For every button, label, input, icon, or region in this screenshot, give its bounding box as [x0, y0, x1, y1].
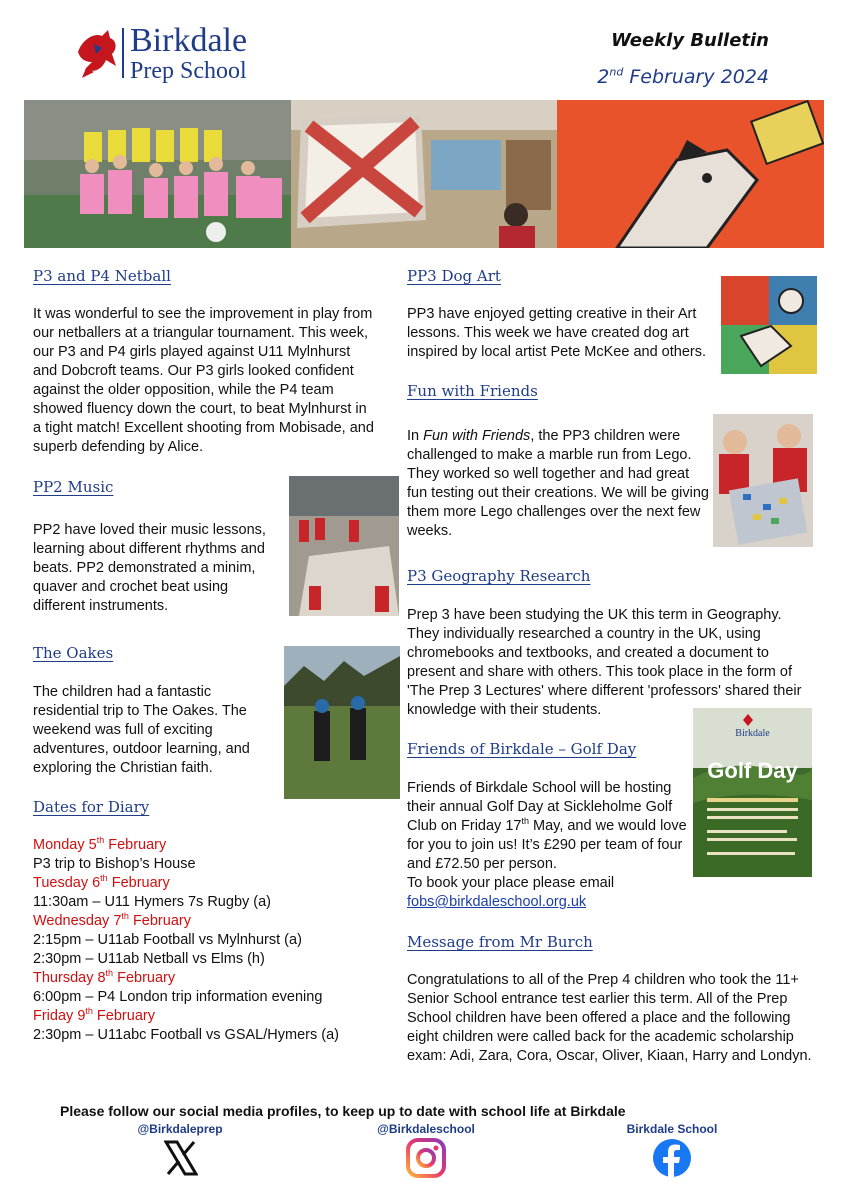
school-name: Birkdale	[130, 22, 248, 59]
oakes-heading: The Oakes	[33, 644, 114, 662]
lego-marble-run-photo	[713, 414, 813, 547]
diary-event: 2:30pm – U11ab Netball vs Elms (h)	[33, 951, 265, 967]
diary-day: Friday 9th February	[33, 1006, 155, 1024]
geography-heading: P3 Geography Research	[407, 567, 591, 585]
music-body: PP2 have loved their music lessons, learning about different rhythms and beats. PP2 demonstrated a minim, quaver and crochet beat using different instruments.	[33, 522, 266, 614]
burch-body: Congratulations to all of the Prep 4 children who took the 11+ Senior School entrance test earlier this term. All of the Prep School children have been offered a place and the following eight children were called back for the academic scholarship exam: Adi, Zara, Cora, Oscar, Oliver, Kiaan, Harry and Londyn.	[407, 972, 812, 1064]
dragon-crest-icon	[72, 22, 122, 82]
bulletin-title: Weekly Bulletin	[611, 30, 769, 51]
instagram-handle[interactable]: @Birkdaleschool	[377, 1122, 475, 1136]
diary-event: 2:15pm – U11ab Football vs Mylnhurst (a)	[33, 932, 302, 948]
music-class-photo	[289, 476, 399, 616]
netball-team-photo	[24, 100, 291, 248]
music-heading: PP2 Music	[33, 478, 114, 496]
logo-divider	[122, 28, 124, 78]
diary-day: Thursday 8th February	[33, 968, 176, 986]
diary-list	[33, 836, 383, 1045]
diary-day: Wednesday 7th February	[33, 911, 191, 929]
diary-day: Tuesday 6th February	[33, 873, 170, 891]
logo-wordmark	[130, 24, 247, 84]
poster-text-line	[707, 830, 787, 833]
golf-email-prompt: To book your place please email	[407, 875, 615, 891]
friends-body: In Fun with Friends, the PP3 children were challenged to make a marble run from Lego. They worked so well together and had great fun testing out their creations. We will be giving them more Lego challenges over the next few weeks.	[407, 428, 709, 539]
dog-art-painting-photo	[557, 100, 824, 248]
bulletin-date: 2nd February 2024	[597, 65, 769, 88]
dogart-heading: PP3 Dog Art	[407, 267, 501, 285]
friends-heading: Fun with Friends	[407, 382, 538, 400]
diary-event: 6:00pm – P4 London trip information evening	[33, 989, 323, 1005]
poster-text-line	[707, 816, 798, 819]
photo-banner	[24, 100, 824, 248]
netball-heading: P3 and P4 Netball	[33, 267, 171, 285]
facebook-logo-icon[interactable]	[652, 1138, 692, 1178]
netball-body: It was wonderful to see the improvement in play from our netballers at a triangular tournament. This week, our P3 and P4 girls played against U11 Mylnhurst and Dobcroft teams. Our P3 girls looked confident against the older opposition, while the P4 team showed fluency down the court, to beat Mylnhurst in a tight match! Excellent shooting from Mobisade, and superb defending by Alice.	[33, 306, 374, 455]
golf-poster-school: Birkdale	[735, 728, 770, 739]
golf-day-poster	[693, 708, 812, 877]
diary-day: Monday 5th February	[33, 835, 167, 853]
facebook-handle[interactable]: Birkdale School	[626, 1122, 718, 1136]
golf-poster-title: Golf Day	[707, 758, 798, 783]
geography-body: Prep 3 have been studying the UK this term in Geography. They individually researched a country in the UK, using chromebooks and textbooks, and created a document to present and share with others. This took place in the form of 'The Prep 3 Lectures' where different 'professors' shared their knowledge with their students.	[407, 607, 802, 718]
diary-event: P3 trip to Bishop’s House	[33, 856, 196, 872]
oakes-body: The children had a fantastic residential trip to The Oakes. The weekend was full of exciting adventures, outdoor learning, and exploring the Christian faith.	[33, 684, 250, 776]
poster-text-line	[707, 808, 798, 811]
x-handle[interactable]: @Birkdaleprep	[137, 1122, 223, 1136]
classroom-presentation-photo	[291, 100, 558, 248]
poster-text-line	[707, 838, 797, 841]
diary-event: 11:30am – U11 Hymers 7s Rugby (a)	[33, 894, 272, 910]
diary-heading: Dates for Diary	[33, 798, 150, 816]
dogart-body: PP3 have enjoyed getting creative in their Art lessons. This week we have created dog art inspired by local artist Pete McKee and others.	[407, 306, 707, 360]
diary-event: 2:30pm – U11abc Football vs GSAL/Hymers (a)	[33, 1027, 339, 1043]
school-subtitle: Prep School	[130, 58, 247, 84]
instagram-logo-icon[interactable]	[406, 1138, 446, 1178]
poster-text-line	[707, 852, 795, 855]
poster-text-line	[707, 798, 798, 802]
golf-email-link[interactable]: fobs@birkdaleschool.org.uk	[407, 894, 587, 910]
golf-body: Friends of Birkdale School will be hosting their annual Golf Day at Sickleholme Golf Club on Friday 17th May, and we would love for you to join us! It’s £290 per team of four and £72.50 per person. To book your place please email fobs@birkdaleschool.org.uk	[407, 780, 687, 910]
social-follow-text: Please follow our social media profiles, to keep up to date with school life at Birkdale	[60, 1103, 626, 1119]
oakes-trip-photo	[284, 646, 400, 799]
burch-heading: Message from Mr Burch	[407, 933, 593, 951]
dog-art-photo	[721, 276, 817, 374]
x-logo-icon[interactable]	[164, 1140, 198, 1176]
golf-heading: Friends of Birkdale – Golf Day	[407, 740, 637, 758]
